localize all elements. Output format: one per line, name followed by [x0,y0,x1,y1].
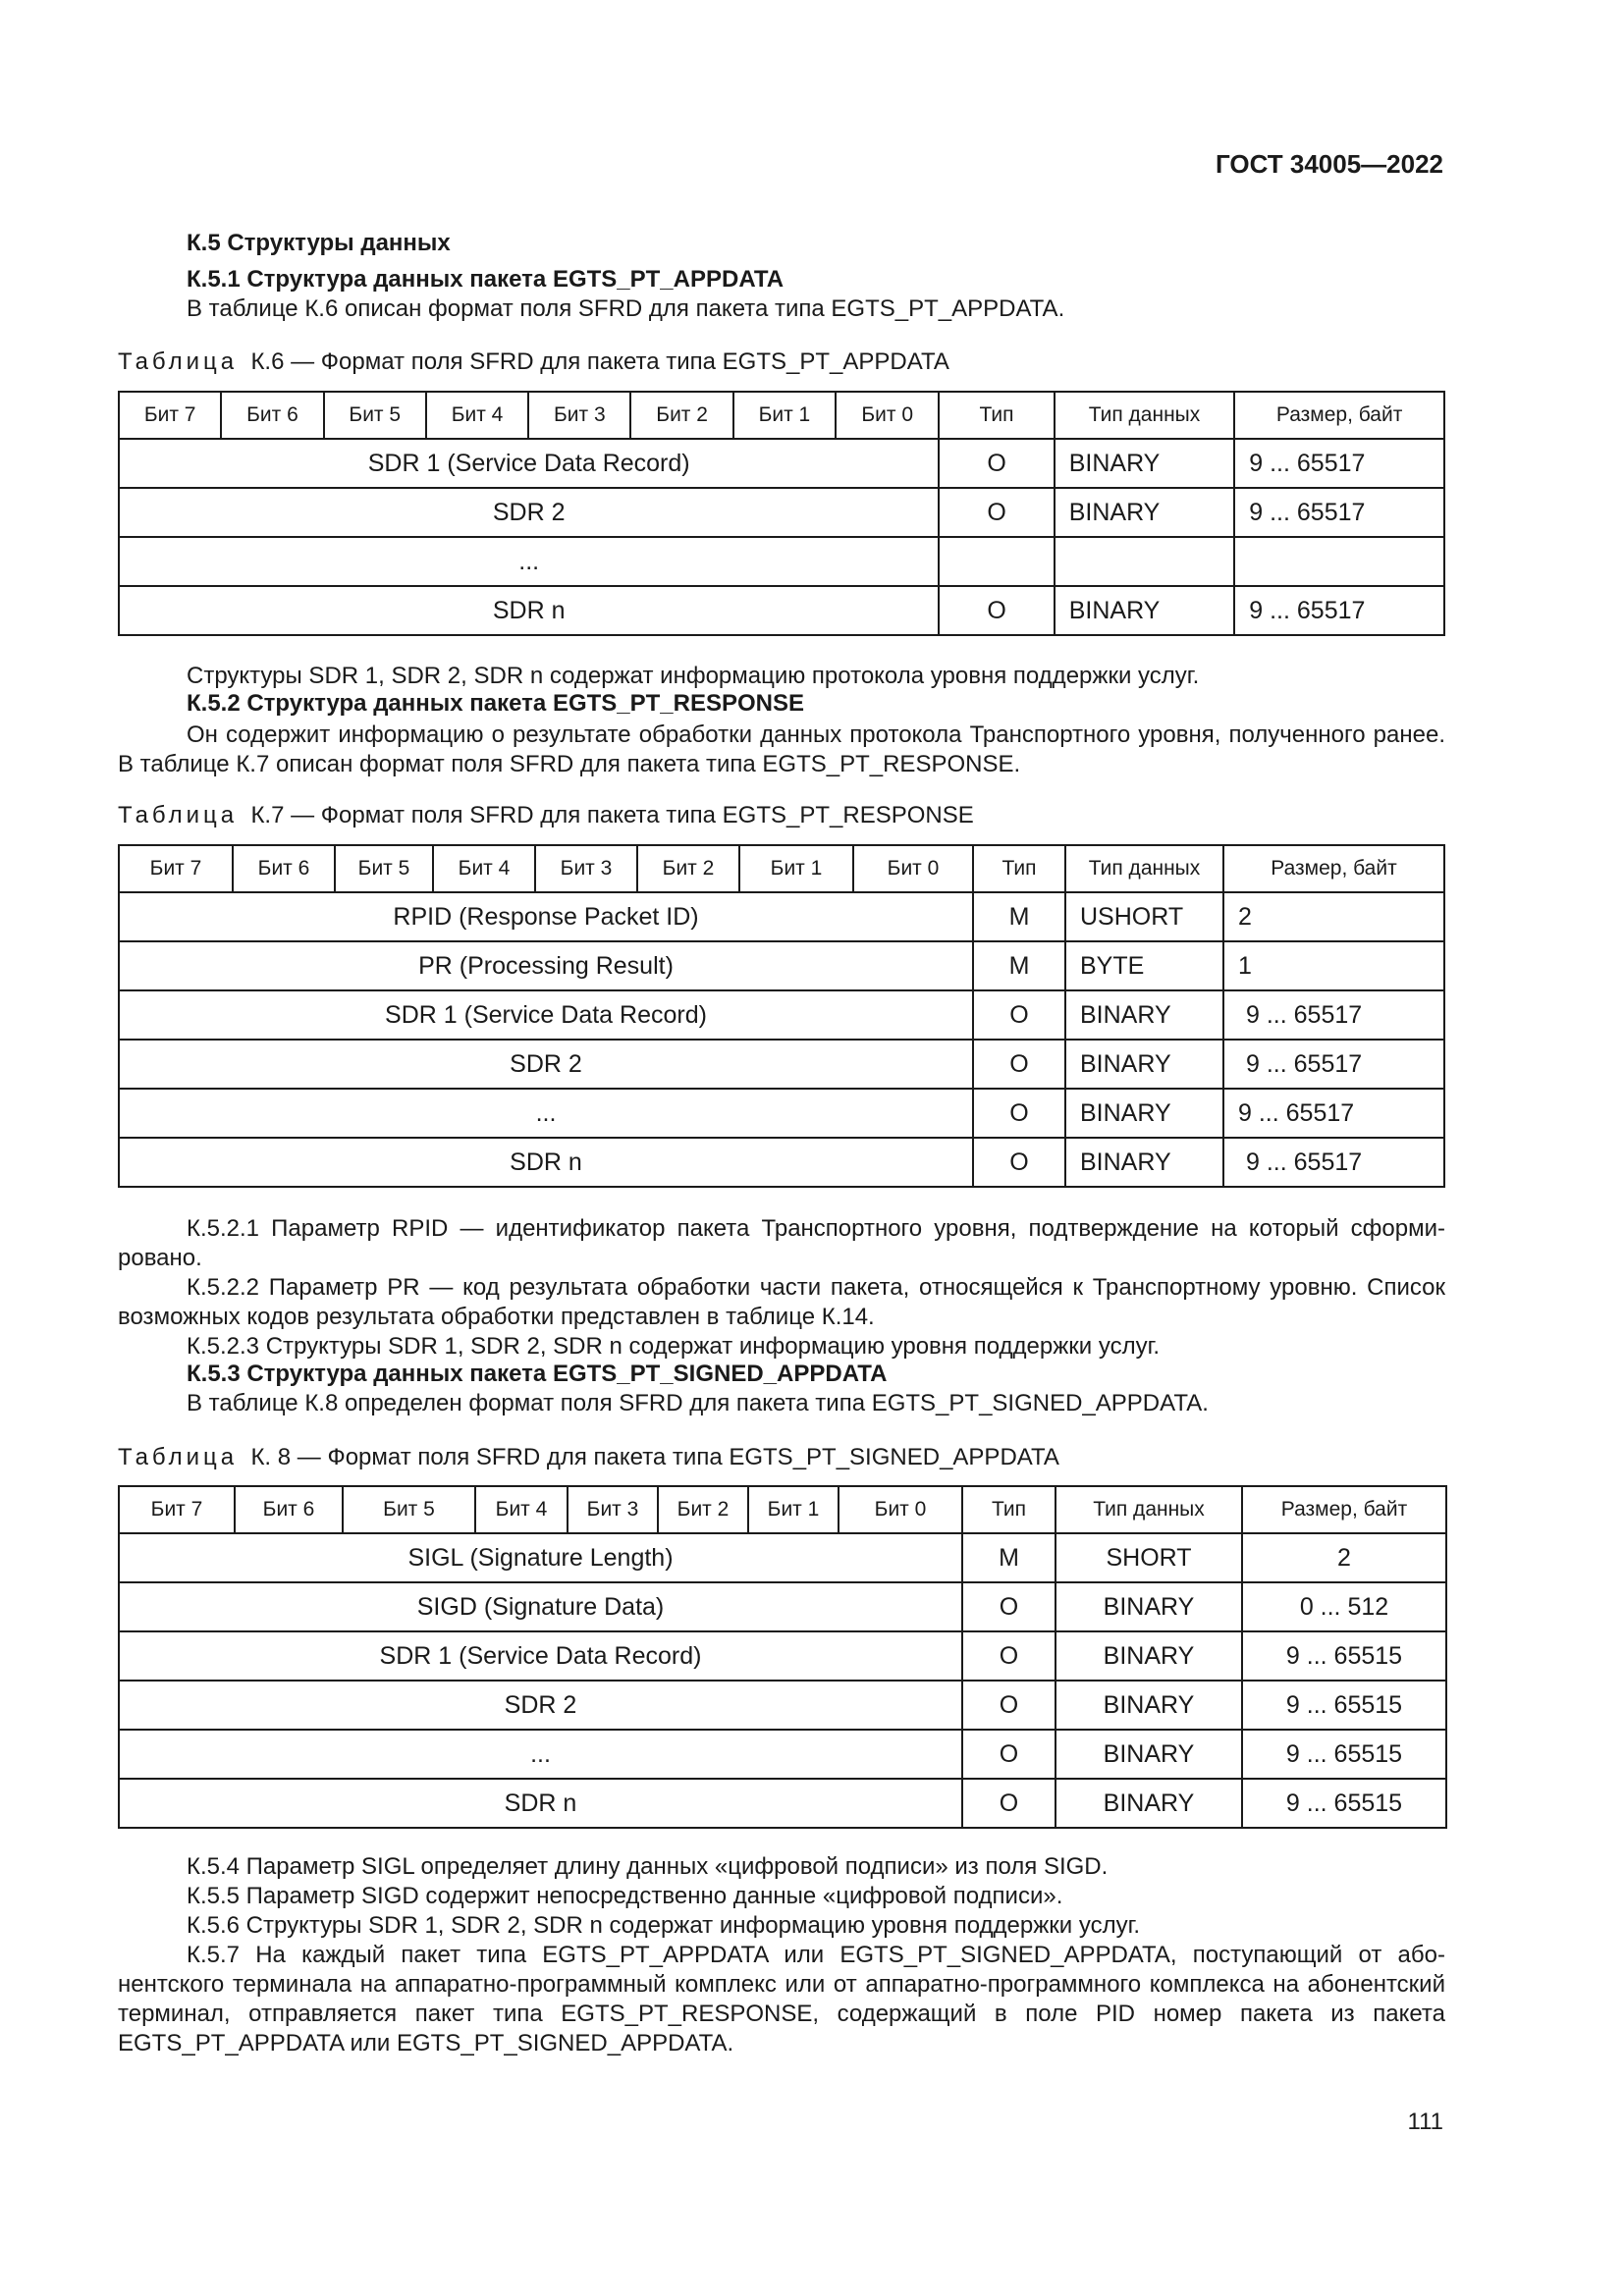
table-row [119,941,1444,990]
para-k56: К.5.6 Структуры SDR 1, SDR 2, SDR n содержат информацию уровня поддержки услуг. [187,1912,1141,1939]
data-type-cell: BINARY [1055,439,1235,488]
col-header: Бит 0 [836,392,939,439]
table-k6 [118,391,1445,636]
table-row [119,1730,1446,1779]
table-row [119,1089,1444,1138]
type-cell: O [939,488,1054,537]
table-row [119,892,1444,941]
col-header: Бит 0 [839,1486,962,1533]
size-cell [1234,537,1444,586]
type-cell: O [939,586,1054,635]
table6-caption [118,348,949,376]
col-header: Размер, байт [1242,1486,1446,1533]
col-header: Бит 3 [528,392,630,439]
col-header: Тип данных [1065,845,1223,892]
size-cell: 1 [1223,941,1444,990]
type-cell: O [973,1040,1065,1089]
type-cell: O [962,1730,1056,1779]
data-type-cell: BINARY [1065,990,1223,1040]
field-cell: ... [119,537,939,586]
section-k51-title: К.5.1 Структура данных пакета EGTS_PT_APPDATA [187,266,785,293]
section-k5-title: К.5 Структуры данных [187,230,451,256]
field-cell: SDR n [119,1779,962,1828]
document-standard-header: ГОСТ 34005—2022 [1216,149,1443,179]
table-row [119,1631,1446,1681]
table8-label: Таблица [118,1444,239,1470]
field-cell: SDR 1 (Service Data Record) [119,439,939,488]
field-cell: ... [119,1730,962,1779]
col-header: Размер, байт [1234,392,1444,439]
table-row [119,537,1444,586]
table-row [119,1138,1444,1187]
col-header: Бит 0 [853,845,973,892]
section-k53-title: К.5.3 Структура данных пакета EGTS_PT_SIGNED_APPDATA [187,1361,888,1387]
col-header: Бит 1 [748,1486,839,1533]
col-header: Бит 3 [568,1486,658,1533]
data-type-cell: BINARY [1065,1040,1223,1089]
table-row [119,1681,1446,1730]
col-header: Бит 6 [233,845,335,892]
para-k54: К.5.4 Параметр SIGL определяет длину данных «цифровой подписи» из поля SIGD. [187,1853,1109,1880]
data-type-cell: USHORT [1065,892,1223,941]
size-cell: 2 [1223,892,1444,941]
table6-caption-text: К.6 — Формат поля SFRD для пакета типа EGTS_PT_APPDATA [250,348,949,375]
table-row [119,1582,1446,1631]
field-cell: SIGL (Signature Length) [119,1533,962,1582]
field-cell: RPID (Response Packet ID) [119,892,973,941]
table-row [119,439,1444,488]
table-row [119,1779,1446,1828]
col-header: Тип [962,1486,1056,1533]
col-header: Бит 1 [739,845,853,892]
type-cell [939,537,1054,586]
col-header: Тип [939,392,1054,439]
section-k52-text: Он содержит информацию о результате обработки данных протокола Транспортного уровня, полученного ранее. В таблице К.7 описан формат поля SFRD для пакета типа EGTS_PT_RESPONSE. [118,721,1445,777]
field-cell: SDR n [119,1138,973,1187]
para-k523: К.5.2.3 Структуры SDR 1, SDR 2, SDR n содержат информацию уровня поддержки услуг. [187,1333,1161,1360]
col-header: Тип [973,845,1065,892]
data-type-cell: BINARY [1056,1779,1242,1828]
table-k7 [118,844,1445,1188]
col-header: Бит 6 [221,392,323,439]
size-cell: 9 ... 65515 [1242,1779,1446,1828]
table8-caption [118,1444,1059,1471]
data-type-cell [1055,537,1235,586]
size-cell: 9 ... 65517 [1234,488,1444,537]
col-header: Бит 2 [637,845,739,892]
field-cell: SDR 2 [119,1040,973,1089]
col-header: Бит 2 [658,1486,748,1533]
field-cell: SDR 2 [119,1681,962,1730]
table-row [119,990,1444,1040]
after-table6-text: Структуры SDR 1, SDR 2, SDR n содержат информацию протокола уровня поддержки услуг. [187,663,1200,689]
col-header: Размер, байт [1223,845,1444,892]
type-cell: M [973,892,1065,941]
table8-caption-text: К. 8 — Формат поля SFRD для пакета типа EGTS_PT_SIGNED_APPDATA [250,1444,1059,1470]
field-cell: SDR n [119,586,939,635]
col-header: Бит 5 [324,392,426,439]
col-header: Бит 3 [535,845,637,892]
table-k8 [118,1485,1447,1829]
size-cell: 9 ... 65515 [1242,1681,1446,1730]
data-type-cell: BINARY [1065,1089,1223,1138]
size-cell: 9 ... 65517 [1223,1089,1444,1138]
section-k51-text: В таблице К.6 описан формат поля SFRD для пакета типа EGTS_PT_APPDATA. [187,295,1065,322]
para-k521: К.5.2.1 Параметр RPID — идентификатор пакета Транспортного уровня, подтверждение на который сформировано. [118,1215,1445,1271]
field-cell: ... [119,1089,973,1138]
data-type-cell: BYTE [1065,941,1223,990]
size-cell: 9 ... 65517 [1223,1138,1444,1187]
col-header: Бит 7 [119,1486,235,1533]
col-header: Тип данных [1056,1486,1242,1533]
col-header: Бит 2 [630,392,732,439]
data-type-cell: BINARY [1055,488,1235,537]
col-header: Бит 4 [475,1486,568,1533]
table-row [119,488,1444,537]
data-type-cell: BINARY [1056,1730,1242,1779]
table-row [119,1040,1444,1089]
table7-caption [118,802,974,829]
type-cell: O [973,1089,1065,1138]
type-cell: O [962,1631,1056,1681]
col-header: Бит 4 [433,845,535,892]
field-cell: PR (Processing Result) [119,941,973,990]
type-cell: O [962,1779,1056,1828]
data-type-cell: SHORT [1056,1533,1242,1582]
type-cell: O [939,439,1054,488]
field-cell: SDR 2 [119,488,939,537]
col-header: Бит 7 [119,392,221,439]
type-cell: M [962,1533,1056,1582]
size-cell: 9 ... 65517 [1234,586,1444,635]
type-cell: O [973,1138,1065,1187]
field-cell: SDR 1 (Service Data Record) [119,990,973,1040]
col-header: Бит 4 [426,392,528,439]
type-cell: O [962,1681,1056,1730]
field-cell: SIGD (Signature Data) [119,1582,962,1631]
type-cell: M [973,941,1065,990]
col-header: Бит 5 [335,845,433,892]
size-cell: 9 ... 65517 [1234,439,1444,488]
table7-caption-text: К.7 — Формат поля SFRD для пакета типа EGTS_PT_RESPONSE [250,802,974,828]
table-header-row [119,1486,1446,1533]
table-header-row [119,845,1444,892]
table-row [119,1533,1446,1582]
para-k522: К.5.2.2 Параметр PR — код результата обработки части пакета, относящейся к Транспортному уровню. Список возможных кодов результата обработки представлен в таблице К.14. [118,1274,1445,1330]
section-k52-title: К.5.2 Структура данных пакета EGTS_PT_RESPONSE [187,690,805,717]
table-header-row [119,392,1444,439]
col-header: Тип данных [1055,392,1235,439]
size-cell: 9 ... 65515 [1242,1730,1446,1779]
size-cell: 9 ... 65517 [1223,1040,1444,1089]
field-cell: SDR 1 (Service Data Record) [119,1631,962,1681]
size-cell: 9 ... 65517 [1223,990,1444,1040]
para-k55: К.5.5 Параметр SIGD содержит непосредственно данные «цифровой подписи». [187,1883,1063,1909]
size-cell: 9 ... 65515 [1242,1631,1446,1681]
data-type-cell: BINARY [1055,586,1235,635]
col-header: Бит 5 [343,1486,475,1533]
data-type-cell: BINARY [1056,1681,1242,1730]
type-cell: O [962,1582,1056,1631]
data-type-cell: BINARY [1065,1138,1223,1187]
para-k57: К.5.7 На каждый пакет типа EGTS_PT_APPDATA или EGTS_PT_SIGNED_APPDATA, поступающий от абонентского терминала на аппаратно-программный комплекс или от аппаратно-программного комплекса на абонентский терминал, отправляется пакет типа EGTS_PT_RESPONSE, содержащий в поле PID номер пакета из пакета EGTS_PT_APPDATA или EGTS_PT_SIGNED_APPDATA. [118,1942,1445,2056]
table7-label: Таблица [118,802,239,828]
data-type-cell: BINARY [1056,1631,1242,1681]
data-type-cell: BINARY [1056,1582,1242,1631]
size-cell: 0 ... 512 [1242,1582,1446,1631]
section-k53-text: В таблице К.8 определен формат поля SFRD для пакета типа EGTS_PT_SIGNED_APPDATA. [187,1390,1209,1416]
table6-label: Таблица [118,348,239,375]
type-cell: O [973,990,1065,1040]
col-header: Бит 7 [119,845,233,892]
page-number: 111 [1407,2109,1443,2135]
col-header: Бит 1 [733,392,836,439]
size-cell: 2 [1242,1533,1446,1582]
table-row [119,586,1444,635]
col-header: Бит 6 [235,1486,343,1533]
